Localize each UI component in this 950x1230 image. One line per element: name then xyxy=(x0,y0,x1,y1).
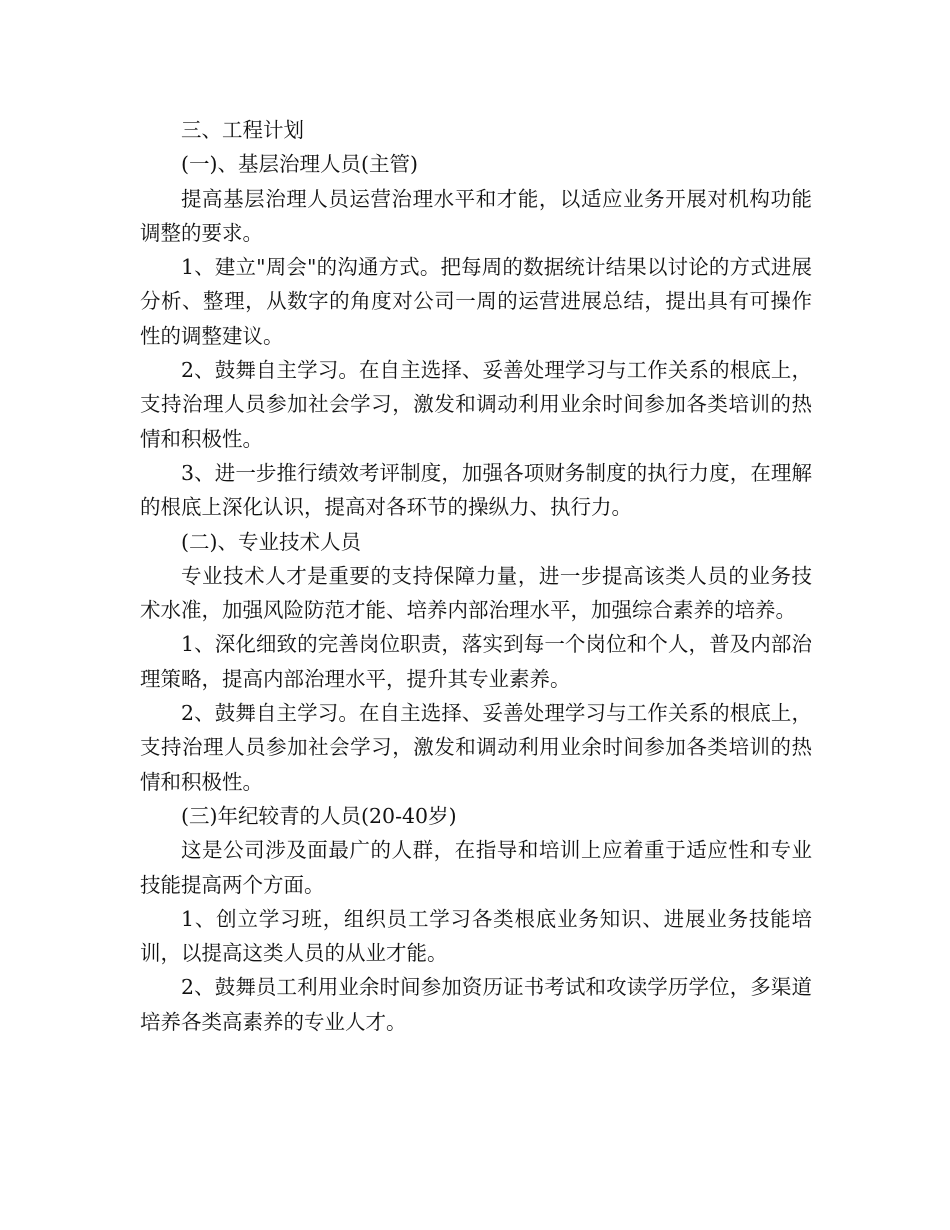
list-item-paragraph: 1、深化细致的完善岗位职责，落实到每一个岗位和个人，普及内部治理策略，提高内部治理水平，提升其专业素养。 xyxy=(140,632,812,691)
body-paragraph: 这是公司涉及面最广的人群，在指导和培训上应着重于适应性和专业技能提高两个方面。 xyxy=(140,838,812,897)
body-paragraph: 提高基层治理人员运营治理水平和才能，以适应业务开展对机构功能调整的要求。 xyxy=(140,186,812,245)
list-item-paragraph: 2、鼓舞自主学习。在自主选择、妥善处理学习与工作关系的根底上，支持治理人员参加社会学习，激发和调动利用业余时间参加各类培训的热情和积极性。 xyxy=(140,358,812,451)
subsection-heading: (二)、专业技术人员 xyxy=(181,529,361,554)
list-item-paragraph: 2、鼓舞员工利用业余时间参加资历证书考试和攻读学历学位，多渠道培养各类高素养的专业人才。 xyxy=(140,975,812,1034)
subsection-heading: (一)、基层治理人员(主管) xyxy=(181,152,418,177)
list-item-paragraph: 2、鼓舞自主学习。在自主选择、妥善处理学习与工作关系的根底上，支持治理人员参加社会学习，激发和调动利用业余时间参加各类培训的热情和积极性。 xyxy=(140,701,812,794)
list-item-paragraph: 1、建立"周会"的沟通方式。把每周的数据统计结果以讨论的方式进展分析、整理，从数字的角度对公司一周的运营进展总结，提出具有可操作性的调整建议。 xyxy=(140,255,812,348)
section-heading: 三、工程计划 xyxy=(181,118,304,142)
subsection-heading: (三)年纪较青的人员(20-40岁) xyxy=(181,803,457,828)
list-item-paragraph: 3、进一步推行绩效考评制度，加强各项财务制度的执行力度，在理解的根底上深化认识，提高对各环节的操纵力、执行力。 xyxy=(140,460,812,520)
list-item-paragraph: 1、创立学习班，组织员工学习各类根底业务知识、进展业务技能培训，以提高这类人员的从业才能。 xyxy=(140,906,812,966)
document-body xyxy=(140,113,812,1039)
body-paragraph: 专业技术人才是重要的支持保障力量，进一步提高该类人员的业务技术水准，加强风险防范才能、培养内部治理水平，加强综合素养的培养。 xyxy=(140,563,812,623)
